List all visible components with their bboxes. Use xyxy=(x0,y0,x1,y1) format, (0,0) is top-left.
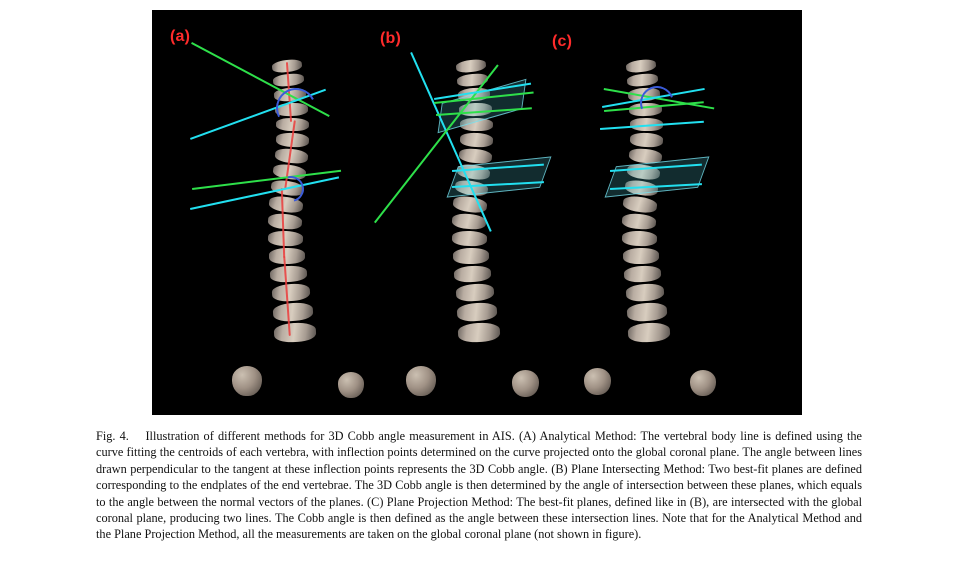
femoral-head-2 xyxy=(338,372,364,398)
panel-label-c: (c) xyxy=(552,33,573,50)
panel-label-a: (a) xyxy=(170,28,191,45)
femoral-head-4 xyxy=(512,370,539,397)
femoral-head-3 xyxy=(406,366,436,396)
figure-caption-text: Illustration of different methods for 3D Cobb angle measurement in AIS. (A) Analytical Method: The vertebral body line is defined using the curve fitting the centroids of each vertebra, with inflection points determined on the curve projected onto the global coronal plane. The angle between lines drawn perpendicular to the tangent at these inflection points represents the 3D Cobb angle. (B) Plane Intersecting Method: Two best-fit planes are defined corresponding to the endplates of the end vertebrae. The 3D Cobb angle is then determined by the angle of intersection between these planes, which equals to the angle between the normal vectors of the planes. (C) Plane Projection Method: The best-fit planes, defined like in (B), are intersected with the global coronal plane, producing two lines. The Cobb angle is then defined as the angle between these intersection lines. Note that for the Analytical Method and the Plane Projection Method, all the measurements are taken on the global coronal plane (not shown in figure). xyxy=(96,429,863,542)
figure-image xyxy=(152,10,802,415)
figure-number: Fig. 4. xyxy=(96,429,129,443)
figure-caption xyxy=(96,428,862,543)
panel-label-b: (b) xyxy=(380,30,402,47)
femoral-head-1 xyxy=(232,366,262,396)
femoral-head-5 xyxy=(584,368,611,395)
femoral-head-6 xyxy=(690,370,716,396)
